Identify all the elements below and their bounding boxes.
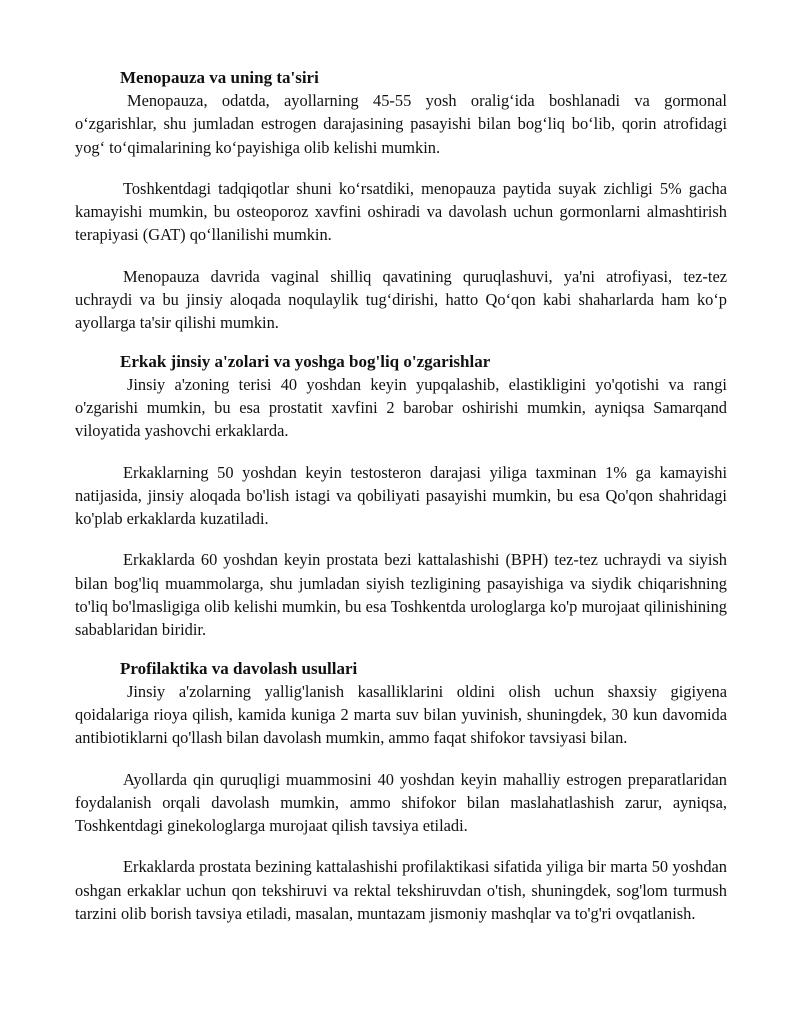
paragraph: Erkaklarda prostata bezining kattalashishi profilaktikasi sifatida yiliga bir marta 50 yoshdan oshgan erkaklar uchun qon tekshiruvi va rektal tekshiruvdan o'tish, shuningdek, sog'lom turmush tarzini olib borish tavsiya etiladi, masalan, muntazam jismoniy mashqlar va to'g'ri ovqatlanish. (75, 857, 727, 924)
section-heading: Erkak jinsiy a'zolari va yoshga bog'liq o'zgarishlar (120, 351, 491, 371)
paragraph: Ayollarda qin quruqligi muammosini 40 yoshdan keyin mahalliy estrogen preparatlaridan foydalanish orqali davolash mumkin, ammo shifokor bilan maslahatlashish zarur, ayniqsa, Toshkentdagi ginekologlarga murojaat qilish tavsiya etiladi. (75, 769, 727, 836)
paragraph: Jinsiy a'zoning terisi 40 yoshdan keyin yupqalashib, elastikligini yo'qotishi va rangi o'zgarishi mumkin, bu esa prostatit xavfini 2 barobar oshirishi mumkin, ayniqsa Samarqand viloyatida yashovchi erkaklarda. (75, 374, 727, 441)
section-heading: Menopauza va uning ta'siri (120, 68, 319, 87)
section-prevention (75, 658, 727, 926)
paragraph: Menopauza, odatda, ayollarning 45-55 yosh oralig‘ida boshlanadi va gormonal o‘zgarishlar, shu jumladan estrogen darajasining pasayishi bilan bog‘liq bo‘lib, qorin atrofidagi yog‘ to‘qimalarining ko‘payishiga olib kelishi mumkin. (75, 91, 727, 157)
section-male-changes (75, 351, 727, 642)
section-menopause (75, 67, 727, 335)
document-page (75, 67, 727, 925)
paragraph: Erkaklarning 50 yoshdan keyin testosteron darajasi yiliga taxminan 1% ga kamayishi natijasida, jinsiy aloqada bo'lish istagi va qobiliyati pasayishi mumkin, bu esa Qo'qon shahridagi ko'plab erkaklarda kuzatiladi. (75, 462, 727, 529)
paragraph: Menopauza davrida vaginal shilliq qavatining quruqlashuvi, ya'ni atrofiyasi, tez-tez uchraydi va bu jinsiy aloqada noqulaylik tug‘dirishi, hatto Qo‘qon kabi shaharlarda ham ko‘p ayollarga ta'sir qilishi mumkin. (75, 266, 727, 333)
paragraph: Erkaklarda 60 yoshdan keyin prostata bezi kattalashishi (BPH) tez-tez uchraydi va siyish bilan bog'liq muammolarga, shu jumladan siyish tezligining pasayishiga va siydik chiqarishning to'liq bo'lmasligiga olib kelishi mumkin, bu esa Toshkentda urologlarga ko'p murojaat qilinishining sabablaridan biridir. (75, 550, 727, 640)
section-heading: Profilaktika va davolash usullari (120, 658, 358, 678)
paragraph: Toshkentdagi tadqiqotlar shuni ko‘rsatdiki, menopauza paytida suyak zichligi 5% gacha kamayishi mumkin, bu osteoporoz xavfini oshiradi va davolash uchun gormonlarni almashtirish terapiyasi (GAT) qo‘llanilishi mumkin. (75, 178, 727, 245)
paragraph: Jinsiy a'zolarning yallig'lanish kasalliklarini oldini olish uchun shaxsiy gigiyena qoidalariga rioya qilish, kamida kuniga 2 marta suv bilan yuvinish, shuningdek, 30 kun davomida antibiotiklarni qo'llash bilan davolash mumkin, ammo faqat shifokor tavsiyasi bilan. (75, 681, 727, 748)
